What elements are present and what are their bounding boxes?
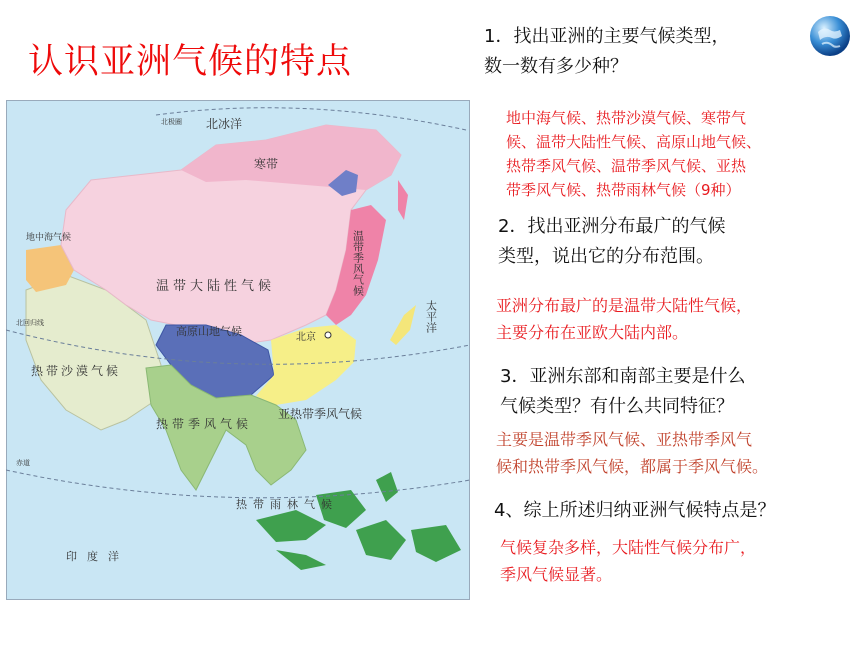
page-title: 认识亚洲气候的特点 <box>28 42 353 82</box>
answer-3 <box>496 426 768 480</box>
answer-line: 候、温带大陆性气候、高原山地气候、 <box>506 133 762 151</box>
question-line: 数一数有多少种？ <box>484 56 628 77</box>
answer-1 <box>506 106 761 202</box>
answer-line: 热带季风气候、温带季风气候、亚热 <box>506 157 747 175</box>
question-line: 3．亚洲东部和南部主要是什么 <box>500 366 746 387</box>
answer-line: 候和热带季风气候，都属于季风气候。 <box>496 457 769 476</box>
label-arctic-circle: 北极圈 <box>161 118 182 126</box>
label-tropic: 北回归线 <box>16 319 44 327</box>
label-mediterranean: 地中海气候 <box>26 233 72 243</box>
label-temperate-continental: 温带大陆性气候 <box>156 279 276 294</box>
answer-line: 地中海气候、热带沙漠气候、寒带气 <box>506 109 747 127</box>
question-line: 气候类型？有什么共同特征？ <box>500 396 734 417</box>
answer-line: 气候复杂多样，大陆性气候分布广， <box>500 538 757 557</box>
globe-icon <box>808 14 852 58</box>
question-1 <box>484 22 729 82</box>
answer-line: 季风气候显著。 <box>500 565 613 584</box>
label-equator: 赤道 <box>16 459 30 467</box>
answer-line: 带季风气候、热带雨林气候（9种） <box>506 181 741 199</box>
answer-2 <box>496 292 752 346</box>
answer-line: 主要是温带季风气候、亚热带季风气 <box>496 430 753 449</box>
answer-4 <box>500 534 756 588</box>
question-4 <box>494 496 775 526</box>
asia-climate-map <box>6 100 470 600</box>
question-line: 4、综上所述归纳亚洲气候特点是？ <box>494 500 776 521</box>
question-line: 2．找出亚洲分布最广的气候 <box>498 216 726 237</box>
label-plateau: 高原山地气候 <box>176 325 242 338</box>
question-line: 1．找出亚洲的主要气候类型， <box>484 26 730 47</box>
answer-line: 亚洲分布最广的是温带大陆性气候， <box>496 296 753 315</box>
question-line: 类型，说出它的分布范围。 <box>498 246 714 267</box>
label-desert: 热带沙漠气候 <box>31 364 122 378</box>
label-pacific: 太平洋 <box>424 300 438 333</box>
question-3 <box>500 362 745 422</box>
question-2 <box>498 212 725 272</box>
label-subtropical: 亚热带季风气候 <box>278 407 363 421</box>
label-tropical-monsoon: 热带季风气候 <box>156 417 253 431</box>
label-cold: 寒带 <box>254 157 279 171</box>
label-arctic: 北冰洋 <box>206 117 243 131</box>
label-indian: 印度洋 <box>66 550 129 563</box>
label-beijing: 北京 <box>296 332 316 343</box>
answer-line: 主要分布在亚欧大陆内部。 <box>496 323 689 342</box>
label-rainforest: 热带雨林气候 <box>236 498 338 511</box>
label-temperate-monsoon: 温带季风气候 <box>351 230 365 296</box>
